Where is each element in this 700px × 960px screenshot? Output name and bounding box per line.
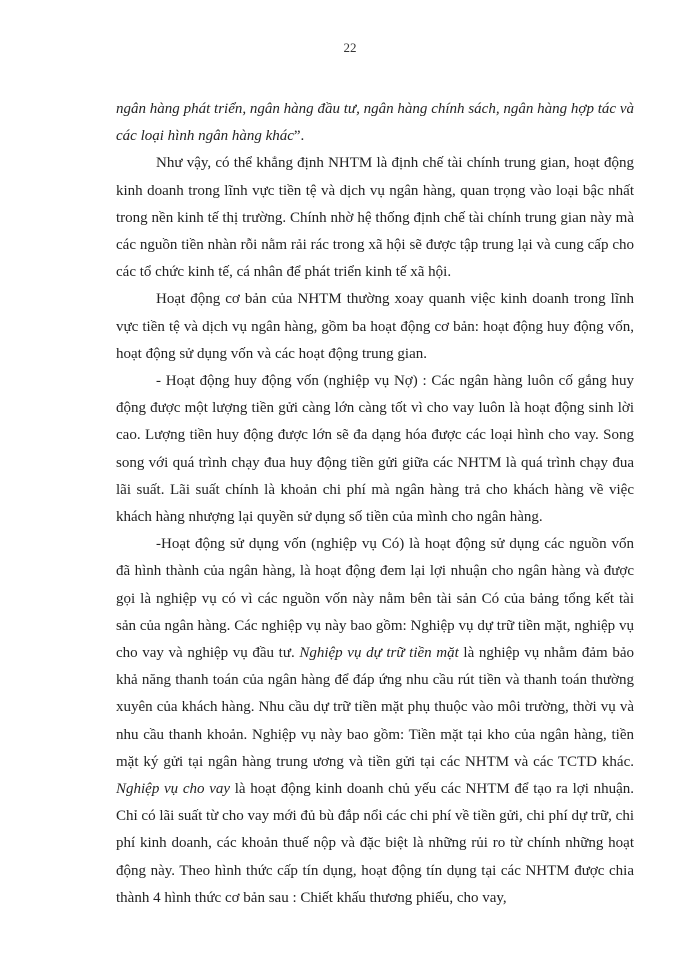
text-run: Như vậy, có thể khẳng định NHTM là định chế tài chính trung gian, hoạt động kinh doanh trong lĩnh vực tiền tệ và dịch vụ ngân hàng, quan trọng vào loại bậc nhất trong nền kinh tế thị trường. Chính nhờ hệ thống định chế tài chính trung gian này mà các nguồn tiền nhàn rỗi nằm rải rác trong xã hội sẽ được tập trung lại và cung cấp cho các tổ chức kinh tế, cá nhân để phát triển kinh tế xã hội. [116, 155, 634, 281]
paragraph [116, 368, 634, 531]
paragraph-continuation [116, 96, 634, 150]
text-run: Hoạt động cơ bản của NHTM thường xoay quanh việc kinh doanh trong lĩnh vực tiền tệ và dịch vụ ngân hàng, gồm ba hoạt động cơ bản: hoạt động huy động vốn, hoạt động sử dụng vốn và các hoạt động trung gian. [116, 291, 634, 362]
text-run: là hoạt động kinh doanh chủ yếu các NHTM để tạo ra lợi nhuận. Chỉ có lãi suất từ cho vay mới đủ bù đắp nổi các chi phí về tiền gửi, chi phí dự trữ, chi phí kinh doanh, các khoản thuế nộp và đặc biệt là những rủi ro từ chính những hoạt động này. Theo hình thức cấp tín dụng, hoạt động tín dụng tại các NHTM được chia thành 4 hình thức cơ bản sau : Chiết khấu thương phiếu, cho vay, [116, 781, 634, 906]
paragraph [116, 531, 634, 912]
text-run: -Hoạt động sử dụng vốn (nghiệp vụ Có) là hoạt động sử dụng các nguồn vốn đã hình thành của ngân hàng, là hoạt động đem lại lợi nhuận cho ngân hàng và được gọi là nghiệp vụ có vì các nguồn vốn này nằm bên tài sản Có của bảng tổng kết tài sản của ngân hàng. Các nghiệp vụ này bao gồm: Nghiệp vụ dự trữ tiền mặt, nghiệp vụ cho vay và nghiệp vụ đầu tư. [116, 536, 634, 662]
text-run: Nghiệp vụ dự trữ tiền mặt [299, 645, 459, 662]
paragraph [116, 286, 634, 368]
text-run: ”. [293, 128, 305, 145]
text-run: Nghiệp vụ cho vay [116, 781, 231, 798]
paragraph [116, 150, 634, 286]
text-run: là nghiệp vụ nhằm đảm bảo khả năng thanh toán của ngân hàng để đáp ứng nhu cầu rút tiền và thanh toán thường xuyên của khách hàng. Nhu cầu dự trữ tiền mặt phụ thuộc vào môi trường, thời vụ và nhu cầu thanh khoản. Nghiệp vụ này bao gồm: Tiền mặt tại kho của ngân hàng, tiền mặt ký gửi tại ngân hàng trung ương và tiền gửi tại các NHTM và các TCTD khác. [116, 645, 634, 770]
text-run: ngân hàng phát triển, ngân hàng đầu tư, ngân hàng chính sách, ngân hàng hợp tác và các loại hình ngân hàng khác [116, 101, 634, 145]
body-text [116, 96, 634, 912]
text-run: - Hoạt động huy động vốn (nghiệp vụ Nợ) : Các ngân hàng luôn cố gắng huy động được một lượng tiền gửi càng lớn càng tốt vì cho vay luôn là hoạt động sinh lời cao. Lượng tiền huy động được lớn sẽ đa dạng hóa được các loại hình cho vay. Song song với quá trình chạy đua huy động tiền gửi giữa các NHTM là quá trình chạy đua lãi suất. Lãi suất chính là khoản chi phí mà ngân hàng trả cho khách hàng về việc khách hàng nhượng lại quyền sử dụng số tiền của mình cho ngân hàng. [116, 373, 634, 526]
page-number: 22 [343, 40, 357, 55]
